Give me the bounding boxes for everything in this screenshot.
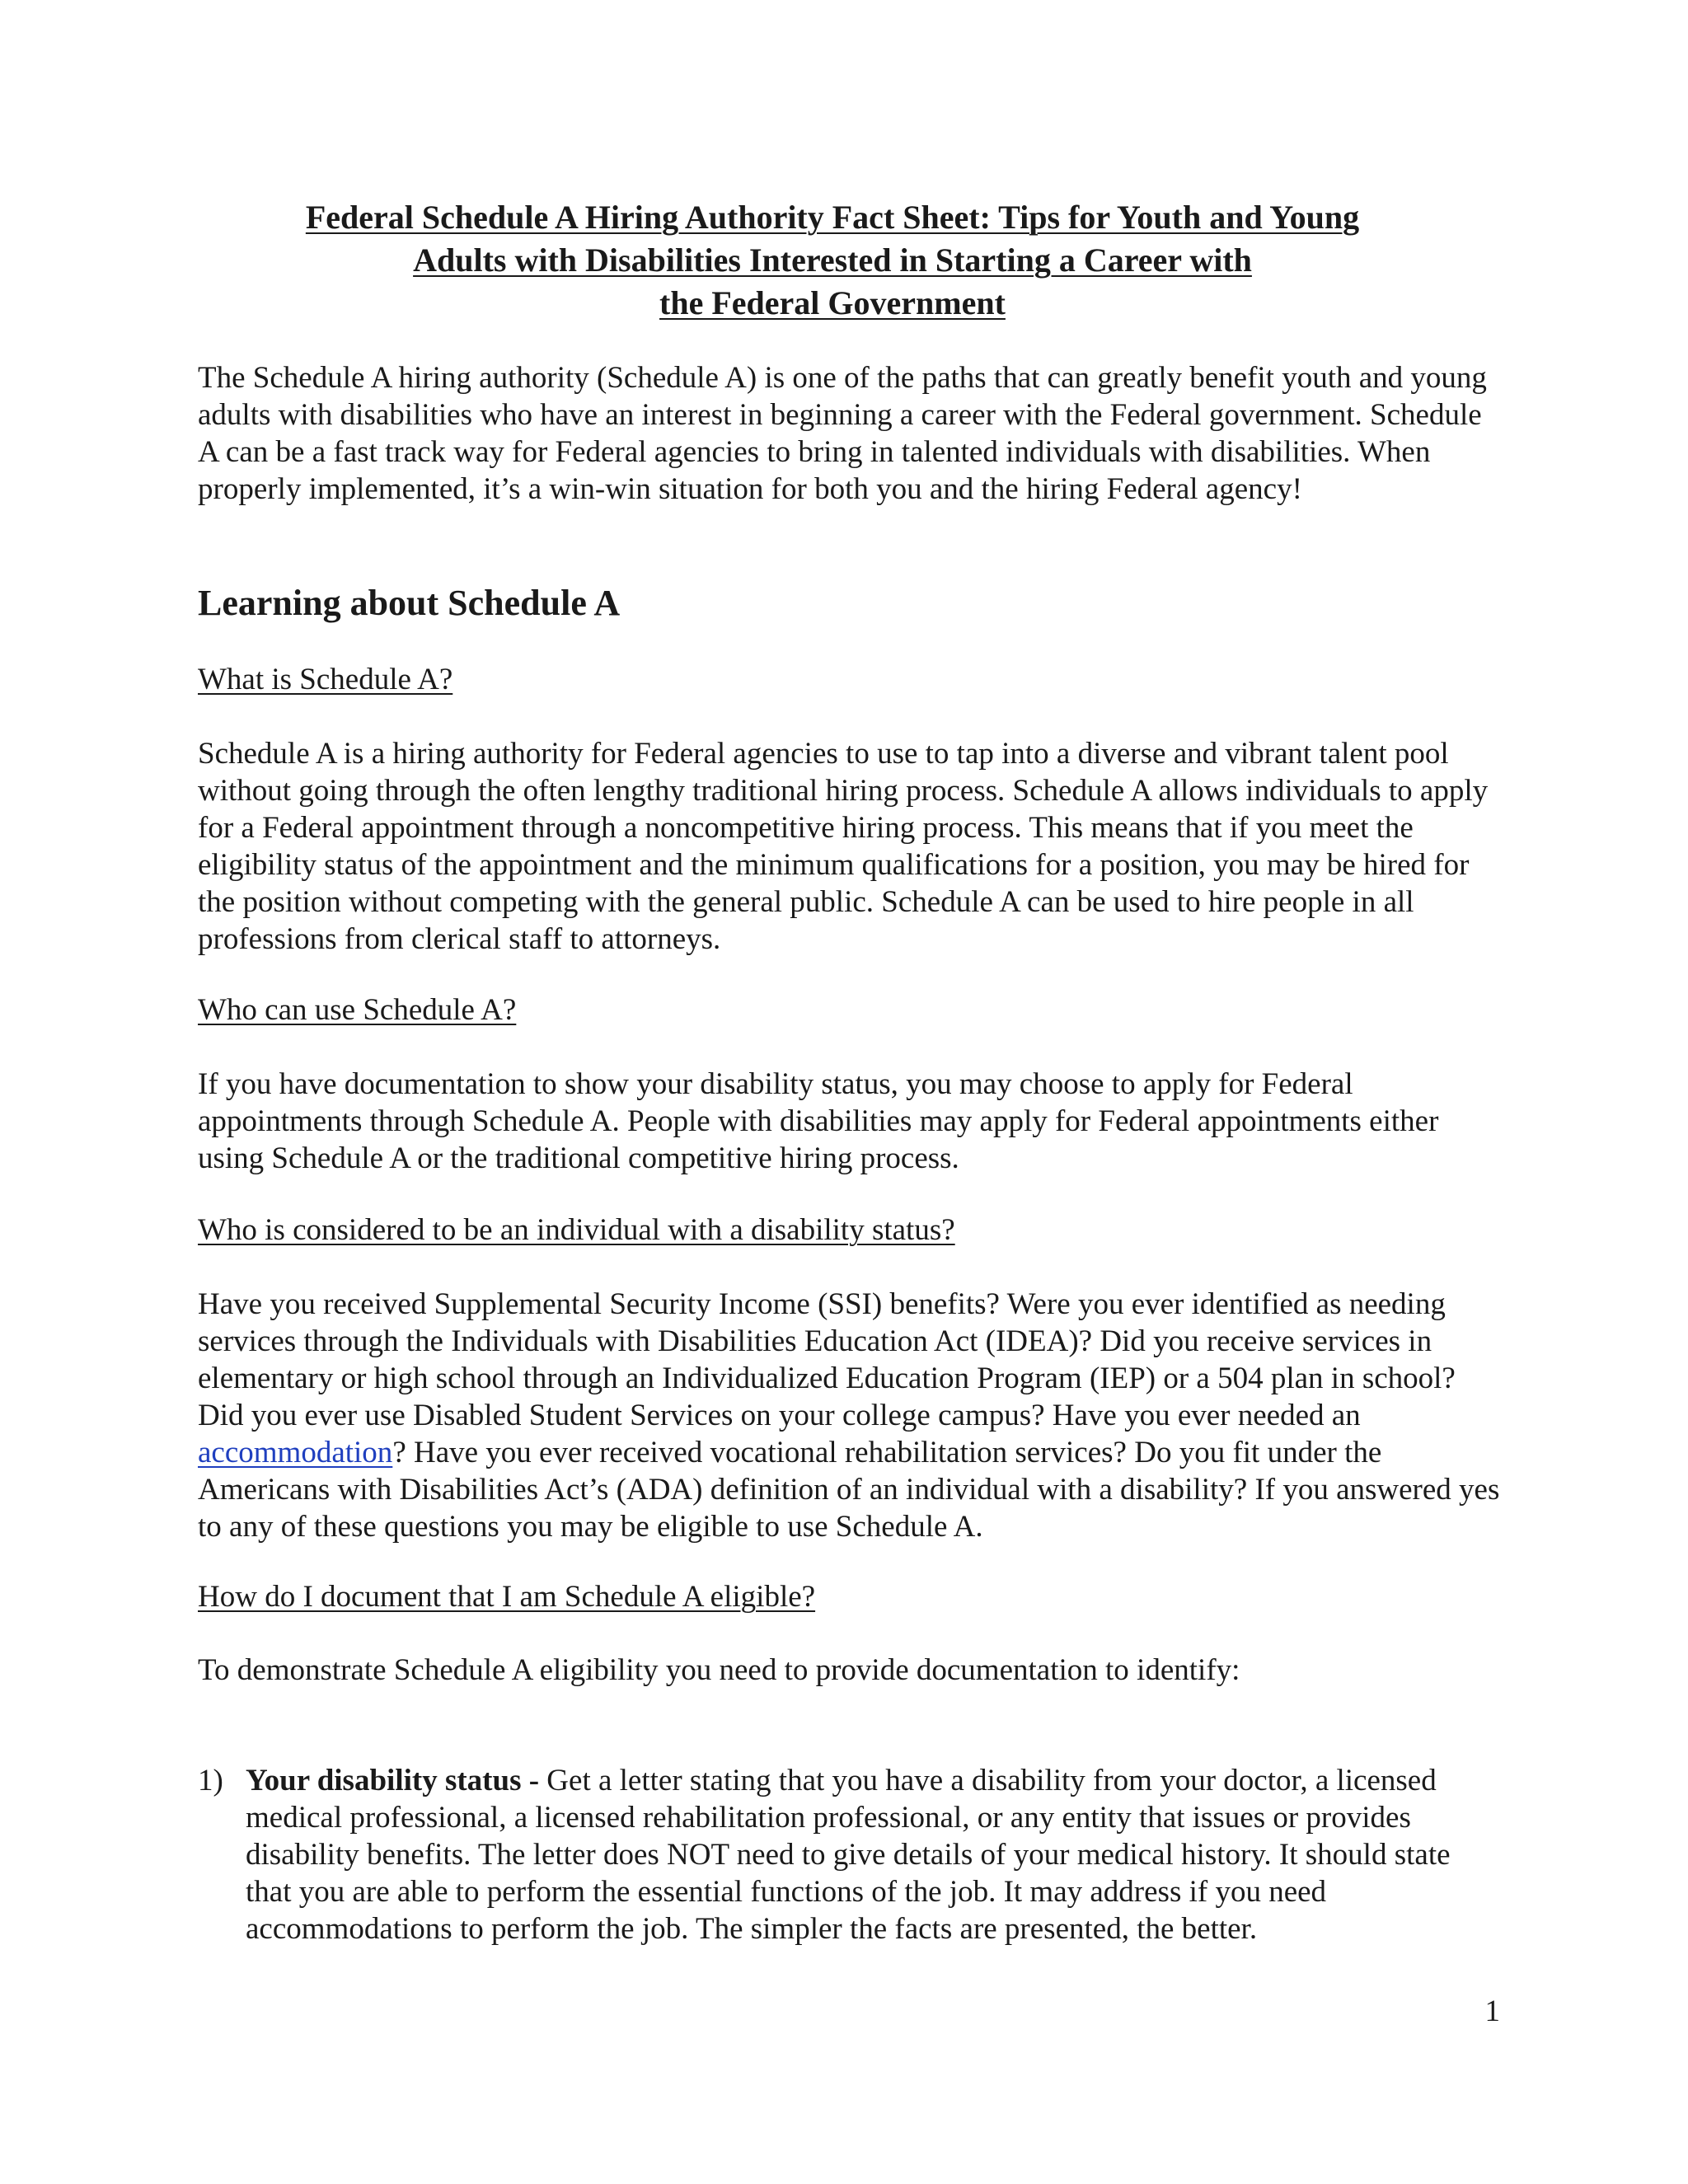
list-item-body (246, 1762, 1500, 1947)
title-line: the Federal Government (659, 284, 1006, 321)
answer-who-can-use: If you have documentation to show your disability status, you may choose to apply for Federal appointments through Schedule A. People with disabilities may apply for Federal appointments either using Schedule A or the traditional competitive hiring process. (198, 1067, 1439, 1175)
answer-text-part: Have you received Supplemental Security Income (SSI) benefits? Were you ever identified as needing services through the Individuals with Disabilities Education Act (IDEA)? Did you receive services in elementary or high school through an Individualized Education Program (IEP) or a 504 plan in school? Did you ever use Disabled Student Services on your college campus? Have you ever needed an (198, 1287, 1456, 1432)
list-item-lead: Your disability status - (246, 1764, 540, 1797)
question-how-to-document: How do I document that I am Schedule A eligible? (198, 1580, 816, 1614)
question-what-is-schedule-a: What is Schedule A? (198, 663, 453, 696)
answer-disability-status (198, 1286, 1500, 1545)
answer-how-to-document: To demonstrate Schedule A eligibility you need to provide documentation to identify: (198, 1653, 1240, 1687)
list-number: 1) (198, 1764, 223, 1797)
list-item-text: Get a letter stating that you have a disability from your doctor, a licensed medical professional, a licensed rehabilitation professional, or any entity that issues or provides disability benefits. The letter does NOT need to give details of your medical history. It should state that you are able to perform the essential functions of the job. It may address if you need accommodations to perform the job. The simpler the facts are presented, the better. (246, 1764, 1451, 1946)
accommodation-link[interactable]: accommodation (198, 1436, 393, 1469)
question-who-can-use: Who can use Schedule A? (198, 993, 517, 1027)
document-title (148, 196, 1517, 325)
page-number: 1 (1484, 1994, 1500, 2028)
list-item (198, 1762, 1500, 1947)
answer-text-part: ? Have you ever received vocational rehabilitation services? Do you fit under the Americans with Disabilities Act’s (ADA) definition of an individual with a disability? If you answered yes to any of these questions you may be eligible to use Schedule A. (198, 1436, 1500, 1544)
section-heading: Learning about Schedule A (198, 583, 621, 623)
intro-paragraph: The Schedule A hiring authority (Schedule A) is one of the paths that can greatly benefit youth and young adults with disabilities who have an interest in beginning a career with the Federal government. Schedule A can be a fast track way for Federal agencies to bring in talented individuals with disabilities. When properly implemented, it’s a win-win situation for both you and the hiring Federal agency! (198, 361, 1487, 506)
question-disability-status: Who is considered to be an individual with a disability status? (198, 1213, 955, 1247)
answer-what-is-schedule-a: Schedule A is a hiring authority for Federal agencies to use to tap into a diverse and vibrant talent pool without going through the often lengthy traditional hiring process. Schedule A allows individuals to apply for a Federal appointment through a noncompetitive hiring process. This means that if you meet the eligibility status of the appointment and the minimum qualifications for a position, you may be hired for the position without competing with the general public. Schedule A can be used to hire people in all professions from clerical staff to attorneys. (198, 737, 1489, 956)
title-line: Adults with Disabilities Interested in Starting a Career with (413, 241, 1252, 279)
title-line: Federal Schedule A Hiring Authority Fact Sheet: Tips for Youth and Young (305, 199, 1360, 236)
